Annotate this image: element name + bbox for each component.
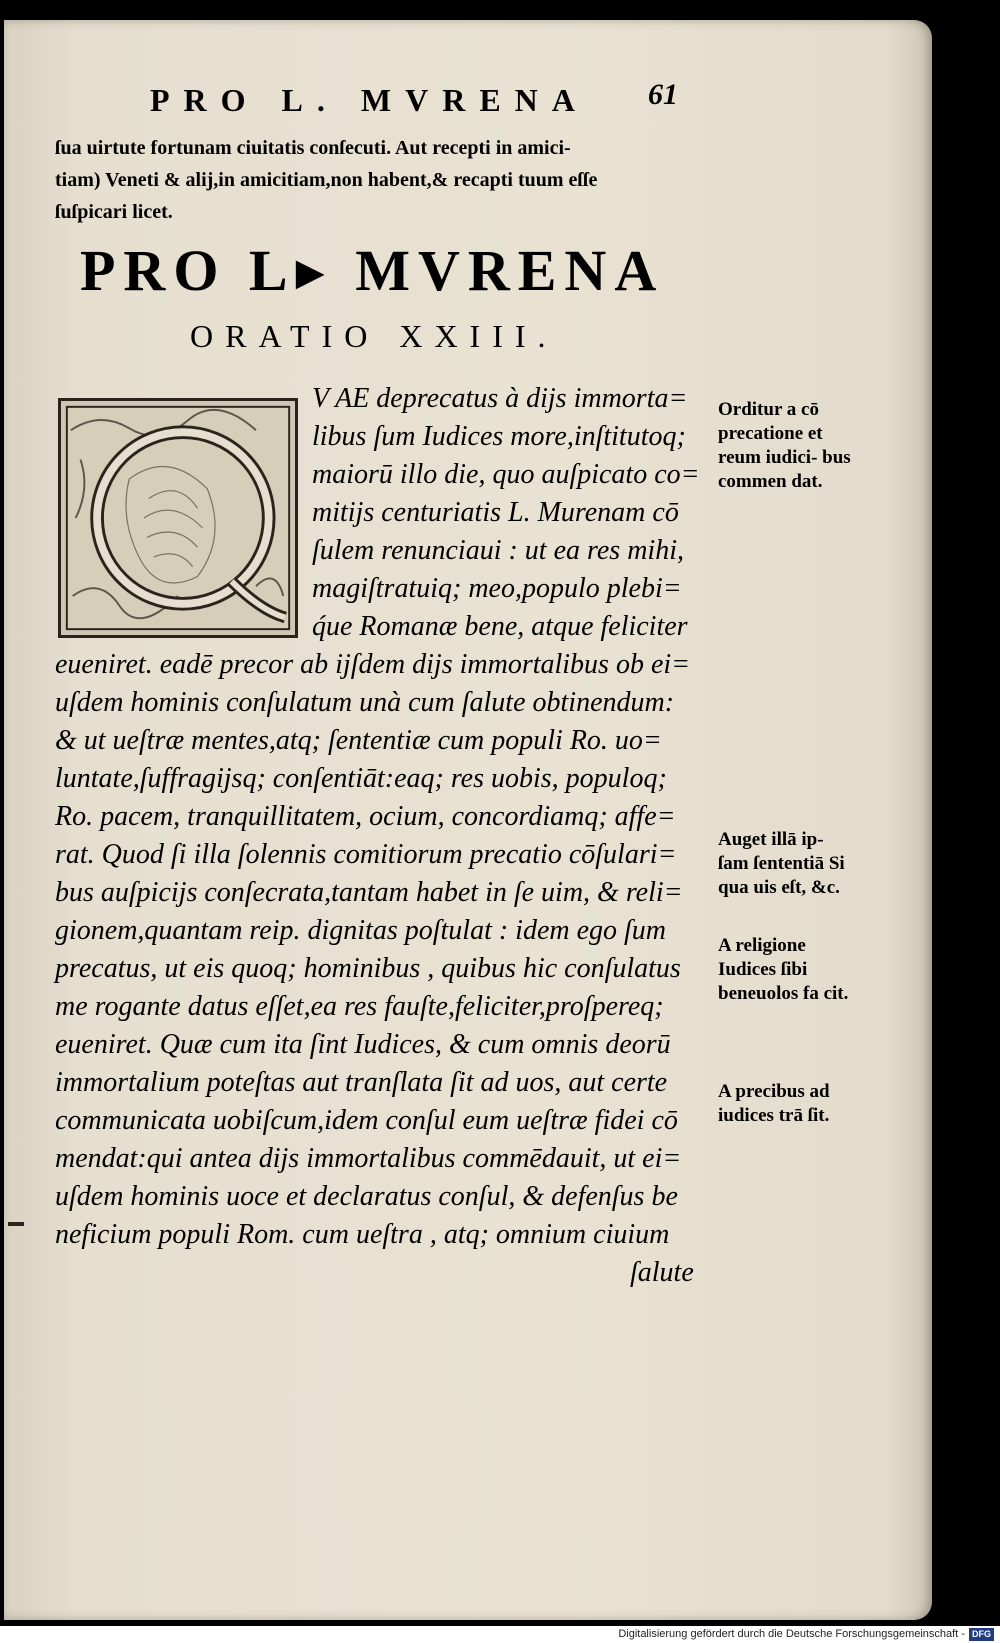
body-line: neficium populi Rom. cum ueſtra , atq; omnium ciuium (55, 1219, 670, 1250)
oration-title: PRO L▸ MVRENA (80, 238, 665, 303)
body-line: mitijs centuriatis L. Murenam cō (312, 497, 679, 528)
top-note (55, 132, 835, 228)
body-line: luntate,ſuffragijsq; conſentiāt:eaq; res uobis, populoq; (55, 763, 667, 794)
body-line: mendat:qui antea dijs immortalibus commēdauit, ut ei= (55, 1143, 682, 1174)
body-line: me rogante datus eſſet,ea res fauſte,feliciter,proſpereq; (55, 991, 664, 1022)
running-head: PRO L. MVRENA (150, 82, 589, 118)
body-line: ſalute (630, 1257, 694, 1288)
decorated-initial (58, 398, 298, 638)
body-line: libus ſum Iudices more,inſtitutoq; (312, 421, 686, 452)
dfg-logo: DFG (969, 1628, 994, 1641)
body-line: maiorū illo die, quo auſpicato co= (312, 459, 700, 490)
body-line: V AE deprecatus à dijs immorta= (312, 383, 688, 414)
body-line: uſdem hominis conſulatum unà cum ſalute obtinendum: (55, 687, 675, 718)
page-number: 61 (648, 78, 678, 111)
margin-note: A religione Iudices ſibi beneuolos fa cit. (718, 935, 849, 1004)
margin-note: Orditur a cō precatione et reum iudici- bus commen dat. (718, 399, 851, 492)
body-line: magiſtratuiq; meo,populo plebi= (312, 573, 682, 604)
woodcut-initial-image (61, 401, 295, 635)
body-line: Ro. pacem, tranquillitatem, ocium, concordiamq; affe= (55, 801, 676, 832)
body-line: gionem,quantam reip. dignitas poſtulat : idem ego ſum (55, 915, 667, 946)
margin-note: Auget illā ip- ſam ſententiā Si qua uis eſt, &c. (718, 829, 845, 898)
top-note-line: ſua uirtute fortunam ciuitatis conſecuti. Aut recepti in amici- (55, 137, 571, 159)
margin-note: A precibus ad iudices trā ſit. (718, 1081, 830, 1126)
body-line: eueniret. Quæ cum ita ſint Iudices, & cum omnis deorū (55, 1029, 671, 1060)
top-note-line: ſuſpicari licet. (55, 201, 173, 223)
body-line: precatus, ut eis quoq; hominibus , quibus hic conſulatus (55, 953, 681, 984)
margin-mark (8, 1222, 24, 1226)
body-line: uſdem hominis uoce et declaratus conſul, & defenſus be (55, 1181, 678, 1212)
body-line: rat. Quod ſi illa ſolennis comitiorum precatio cōſulari= (55, 839, 677, 870)
body-line: bus auſpicijs conſecrata,tantam habet in ſe uim, & reli= (55, 877, 683, 908)
body-line: communicata uobiſcum,idem conſul eum ueſtræ fidei cō (55, 1105, 678, 1136)
body-line: q́ue Romanæ bene, atque feliciter (312, 611, 688, 642)
body-line: immortalium poteſtas aut tranſlata ſit ad uos, aut certe (55, 1067, 668, 1098)
body-line: ſulem renunciaui : ut ea res mihi, (312, 535, 684, 566)
body-line: & ut ueſtræ mentes,atq; ſententiæ cum populi Ro. uo= (55, 725, 662, 756)
footer-text: Digitalisierung gefördert durch die Deutsche Forschungsgemeinschaft - (618, 1628, 965, 1640)
body-line: eueniret. eadē precor ab ijſdem dijs immortalibus ob ei= (55, 649, 691, 680)
top-note-line: tiam) Veneti & alij,in amicitiam,non habent,& recapti tuum eſſe (55, 169, 598, 191)
oration-subtitle: ORATIO XXIII. (190, 318, 558, 354)
digitization-footer (0, 1626, 1000, 1643)
